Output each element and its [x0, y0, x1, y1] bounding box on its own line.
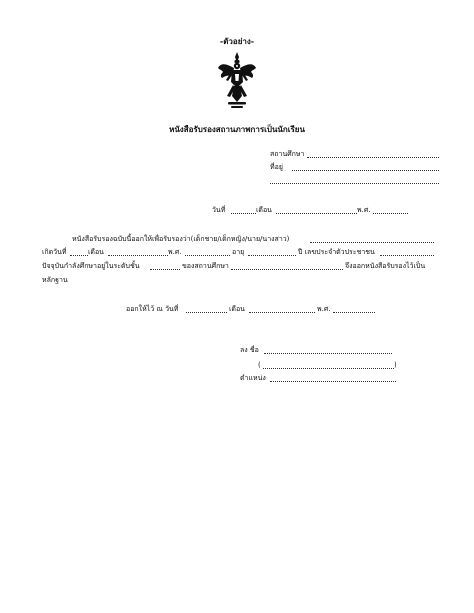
- grade-level-field[interactable]: [150, 269, 180, 270]
- issued-day-field[interactable]: [186, 312, 227, 313]
- issued-label: ออกให้ไว้ ณ วันที่: [126, 305, 179, 313]
- born-month-field[interactable]: [108, 255, 168, 256]
- issued-month-label: เดือน: [229, 305, 245, 313]
- evidence-label: หลักฐาน: [42, 276, 68, 284]
- sample-label: -ตัวอย่าง-: [219, 37, 255, 46]
- studying-label: ปัจจุบันกำลังศึกษาอยู่ในระดับชั้น: [42, 262, 140, 270]
- position-field[interactable]: [270, 381, 396, 382]
- sign-label: ลง ชื่อ: [240, 346, 259, 354]
- date-year-label: พ.ศ.: [357, 206, 371, 214]
- age-unit-label: ปี เลขประจำตัวประชาชน: [298, 248, 375, 256]
- paren-open: (: [258, 361, 261, 369]
- paren-close: ): [394, 361, 397, 369]
- address-field-2[interactable]: [270, 183, 439, 184]
- born-year-label: พ.ศ.: [168, 248, 182, 256]
- institution-label: สถานศึกษา: [270, 150, 305, 158]
- date-month-label: เดือน: [256, 206, 272, 214]
- issued-month-field[interactable]: [249, 312, 315, 313]
- date-day-field[interactable]: [231, 213, 256, 214]
- age-field[interactable]: [248, 255, 296, 256]
- address-label: ที่อยู่: [270, 163, 283, 171]
- issued-year-label: พ.ศ.: [317, 305, 331, 313]
- of-institution-field[interactable]: [231, 269, 343, 270]
- date-year-field[interactable]: [373, 213, 408, 214]
- signature-field[interactable]: [264, 353, 392, 354]
- garuda-emblem-icon: [217, 52, 257, 114]
- born-month-label: เดือน: [88, 248, 104, 256]
- born-day-field[interactable]: [70, 255, 88, 256]
- institution-field[interactable]: [307, 157, 439, 158]
- position-label: ตำแหน่ง: [240, 374, 266, 382]
- born-day-label: เกิดวันที่: [42, 248, 67, 256]
- address-field-1[interactable]: [292, 170, 439, 171]
- date-month-field[interactable]: [276, 213, 357, 214]
- body-line-1: หนังสือรับรองฉบับนี้ออกให้เพื่อรับรองว่า(เด็กชาย/เด็กหญิง/นาย/นางสาว): [72, 235, 290, 243]
- issued-year-field[interactable]: [333, 312, 375, 313]
- age-label: อายุ: [232, 248, 245, 256]
- id-number-field[interactable]: [380, 255, 434, 256]
- of-institution-label: ของสถานศึกษา: [182, 262, 229, 270]
- date-day-label: วันที่: [212, 206, 226, 214]
- student-name-field[interactable]: [310, 242, 434, 243]
- born-year-field[interactable]: [185, 255, 230, 256]
- document-title: หนังสือรับรองสถานภาพการเป็นนักเรียน: [169, 125, 305, 134]
- issue-statement: จึงออกหนังสือรับรองไว้เป็น: [345, 262, 426, 270]
- signer-name-field[interactable]: [263, 368, 394, 369]
